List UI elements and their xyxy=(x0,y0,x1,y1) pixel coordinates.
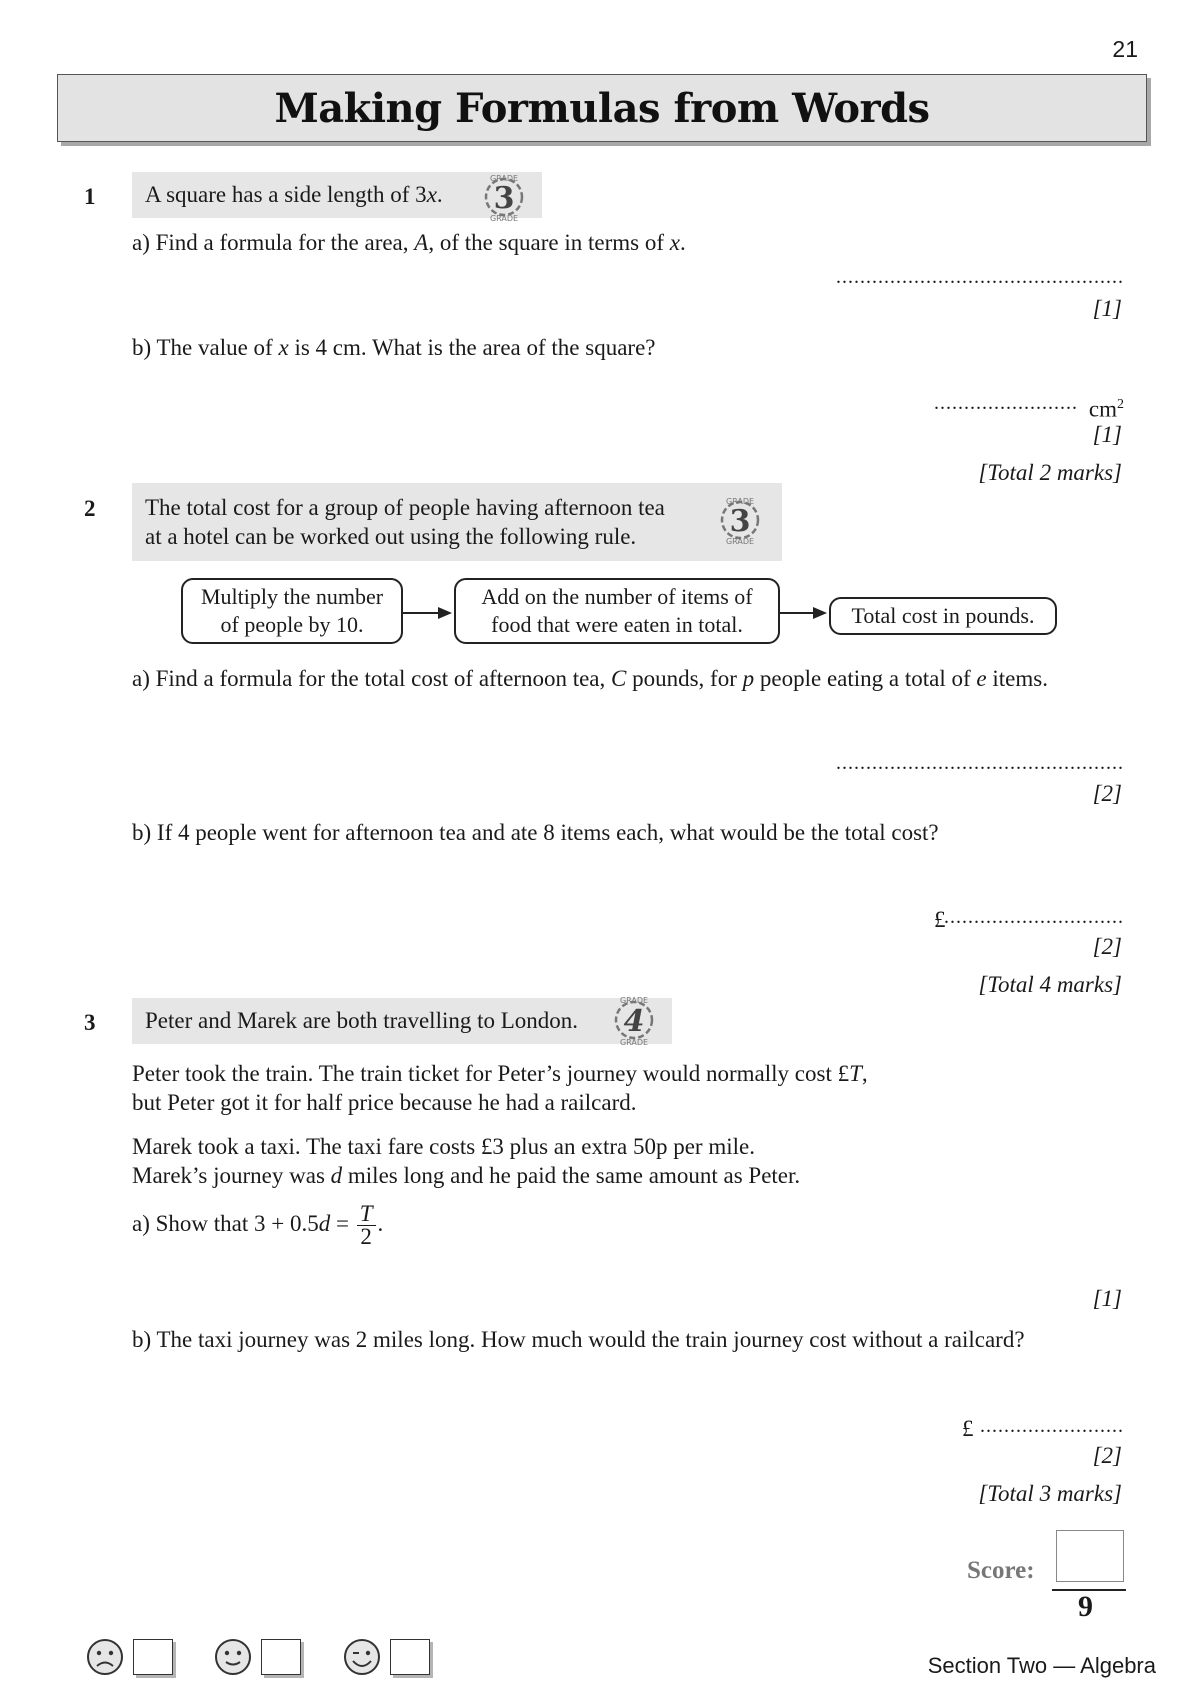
flow-step-1: Multiply the number of people by 10. xyxy=(181,578,403,644)
question-2b-answer-line[interactable]: .............................. xyxy=(944,906,1124,928)
score-total: 9 xyxy=(1078,1590,1093,1623)
flow-step-3: Total cost in pounds. xyxy=(829,597,1057,635)
svg-text:GRADE: GRADE xyxy=(619,996,649,1005)
flow-step-2: Add on the number of items of food that were eaten in total. xyxy=(454,578,780,644)
svg-text:GRADE: GRADE xyxy=(619,1038,649,1046)
question-1-stem-text: A square has a side length of 3x. xyxy=(145,182,443,207)
question-3b-text: b) The taxi journey was 2 miles long. How much would the train journey cost without a railcard? xyxy=(132,1327,1025,1352)
question-3-paragraph-2-line-1: Marek took a taxi. The taxi fare costs £3 plus an extra 50p per mile. xyxy=(132,1134,755,1159)
question-2-stem-line-1: The total cost for a group of people having afternoon tea xyxy=(145,495,665,520)
svg-text:GRADE: GRADE xyxy=(489,174,519,183)
question-2-number: 2 xyxy=(84,496,96,521)
question-2a-text: a) Find a formula for the total cost of afternoon tea, C pounds, for p people eating a total of e items. xyxy=(132,666,1048,691)
question-1a-text: a) Find a formula for the area, A, of the square in terms of x. xyxy=(132,230,686,255)
question-3-total-marks: [Total 3 marks] xyxy=(978,1481,1122,1506)
svg-text:GRADE: GRADE xyxy=(725,497,755,506)
page-number: 21 xyxy=(1112,36,1138,62)
question-2-stem-line-2: at a hotel can be worked out using the following rule. xyxy=(145,524,637,549)
sad-face-icon xyxy=(86,1638,124,1676)
question-3b-answer-line[interactable]: ........................ xyxy=(980,1415,1124,1437)
question-1b-marks: [1] xyxy=(1092,422,1122,447)
question-3-number: 3 xyxy=(84,1010,96,1035)
neutral-tick-box[interactable] xyxy=(261,1639,301,1675)
question-1b-unit: $cm^2$ xyxy=(1088,396,1124,422)
score-input-box[interactable] xyxy=(1056,1530,1124,1582)
svg-text:4: 4 xyxy=(623,1004,645,1039)
question-1b-answer-line[interactable]: ........................ xyxy=(934,392,1078,414)
neutral-face-icon xyxy=(214,1638,252,1676)
grade-badge-icon xyxy=(606,994,662,1046)
svg-text:3: 3 xyxy=(493,181,515,216)
question-1-stem xyxy=(132,172,542,222)
score-label: Score: xyxy=(967,1557,1035,1584)
question-1-number: 1 xyxy=(84,184,96,209)
flow-arrow-1-icon xyxy=(401,612,439,614)
svg-text:3: 3 xyxy=(729,504,751,539)
question-2-stem xyxy=(132,483,782,561)
svg-text:GRADE: GRADE xyxy=(489,214,519,222)
grade-badge-icon xyxy=(476,172,532,222)
question-2b-text: b) If 4 people went for afternoon tea and ate 8 items each, what would be the total cost? xyxy=(132,820,939,845)
question-3a-text: a) Show that 3 + 0.5d = $\frac{T}{2}$ . xyxy=(132,1201,384,1250)
question-1b-text: b) The value of x is 4 cm. What is the area of the square? xyxy=(132,335,656,360)
flow-arrow-2-head-icon xyxy=(813,607,827,619)
happy-face-icon xyxy=(343,1638,381,1676)
question-2a-answer-line[interactable]: ................................................ xyxy=(836,752,1124,774)
section-footer: Section Two — Algebra xyxy=(927,1653,1156,1678)
question-3-paragraph-2-line-2: Marek’s journey was d miles long and he paid the same amount as Peter. xyxy=(132,1163,801,1188)
question-3-stem xyxy=(132,998,672,1044)
happy-tick-box[interactable] xyxy=(390,1639,430,1675)
svg-text:GRADE: GRADE xyxy=(725,537,755,545)
question-3b-currency: £ xyxy=(962,1416,974,1441)
fraction-t-over-2: $\frac{T}{2}$ xyxy=(357,1203,376,1248)
question-1-total-marks: [Total 2 marks] xyxy=(978,460,1122,485)
sad-tick-box[interactable] xyxy=(133,1639,173,1675)
question-2b-currency: £ xyxy=(934,907,946,932)
question-1a-marks: [1] xyxy=(1092,296,1122,321)
question-3a-marks: [1] xyxy=(1092,1286,1122,1311)
question-3-stem-text: Peter and Marek are both travelling to London. xyxy=(145,1008,579,1033)
question-3-paragraph-1-line-1: Peter took the train. The train ticket for Peter’s journey would normally cost £T, xyxy=(132,1061,868,1086)
question-3-paragraph-1-line-2: but Peter got it for half price because he had a railcard. xyxy=(132,1090,637,1115)
flow-arrow-1-head-icon xyxy=(438,607,452,619)
question-2b-marks: [2] xyxy=(1092,934,1122,959)
grade-badge-icon xyxy=(712,495,768,545)
question-3b-marks: [2] xyxy=(1092,1443,1122,1468)
page-title: Making Formulas from Words xyxy=(274,84,930,132)
question-2-total-marks: [Total 4 marks] xyxy=(978,972,1122,997)
title-banner xyxy=(57,74,1147,142)
question-1a-answer-line[interactable]: ................................................ xyxy=(836,266,1124,288)
question-2a-marks: [2] xyxy=(1092,781,1122,806)
flow-arrow-2-icon xyxy=(778,612,814,614)
